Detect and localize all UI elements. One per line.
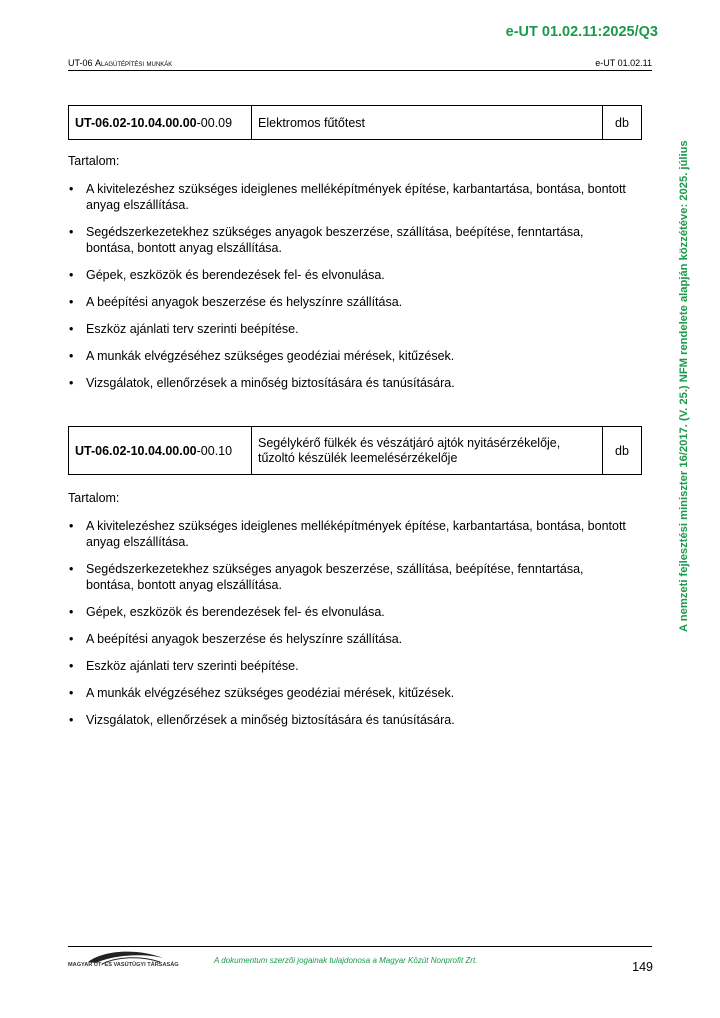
company-logo-icon: [68, 948, 178, 974]
running-header-code: e-UT 01.02.11: [595, 58, 652, 68]
item-table-0009: [68, 105, 642, 140]
list-item: • A beépítési anyagok beszerzése és helyszínre szállítása.: [68, 294, 628, 310]
item-unit: db: [603, 427, 642, 475]
list-item: • A munkák elvégzéséhez szükséges geodéziai mérések, kitűzések.: [68, 348, 628, 364]
list-item: • A kivitelezéshez szükséges ideiglenes melléképítmények építése, karbantartása, bontása, bontott anyag elszállítása.: [68, 518, 628, 550]
list-item: • A kivitelezéshez szükséges ideiglenes melléképítmények építése, karbantartása, bontása, bontott anyag elszállítása.: [68, 181, 628, 213]
list-item: • Gépek, eszközök és berendezések fel- és elvonulása.: [68, 604, 628, 620]
content-list: [68, 518, 628, 739]
item-code: [69, 427, 252, 475]
list-item: • A beépítési anyagok beszerzése és helyszínre szállítása.: [68, 631, 628, 647]
item-code-main: UT-06.02-10.04.00.00: [75, 115, 197, 130]
item-table-0010: [68, 426, 642, 475]
content-label: Tartalom:: [68, 491, 120, 505]
item-code-main: UT-06.02-10.04.00.00: [75, 443, 197, 458]
content-list: [68, 181, 628, 402]
item-code: [69, 106, 252, 140]
footer-divider: [68, 946, 652, 947]
publication-side-note: A nemzeti fejlesztési miniszter 16/2017. (V. 25.) NFM rendelete alapján közzétéve: 2025. július: [678, 140, 690, 632]
item-title-line: Segélykérő fülkék és vészátjáró ajtók nyitásérzékelője,: [258, 435, 561, 450]
running-header-prefix: UT-06: [68, 58, 96, 68]
page-number: 149: [632, 960, 653, 974]
content-label: Tartalom:: [68, 154, 120, 168]
running-header-title: [68, 58, 172, 68]
list-item: • Gépek, eszközök és berendezések fel- és elvonulása.: [68, 267, 628, 283]
document-code: e-UT 01.02.11:2025/Q3: [505, 24, 658, 40]
list-item: • Segédszerkezetekhez szükséges anyagok beszerzése, szállítása, beépítése, fenntartása, bontása, bontott anyag elszállítása.: [68, 561, 628, 593]
running-header-chapter: Alagútépítési munkák: [95, 58, 173, 68]
item-code-suffix: -00.10: [196, 443, 233, 458]
logo-text: MAGYAR ÚT- ÉS VASÚTÜGYI TÁRSASÁG: [68, 962, 179, 968]
item-title: Elektromos fűtőtest: [252, 106, 603, 140]
item-title: [252, 427, 603, 475]
item-title-line: tűzoltó készülék leemelésérzékelője: [258, 450, 458, 465]
list-item: • Vizsgálatok, ellenőrzések a minőség biztosítására és tanúsítására.: [68, 375, 628, 391]
list-item: • Vizsgálatok, ellenőrzések a minőség biztosítására és tanúsítására.: [68, 712, 628, 728]
running-header: [68, 58, 652, 71]
list-item: • Eszköz ajánlati terv szerinti beépítése.: [68, 321, 628, 337]
list-item: • A munkák elvégzéséhez szükséges geodéziai mérések, kitűzések.: [68, 685, 628, 701]
list-item: • Eszköz ajánlati terv szerinti beépítése.: [68, 658, 628, 674]
list-item: • Segédszerkezetekhez szükséges anyagok beszerzése, szállítása, beépítése, fenntartása, bontása, bontott anyag elszállítása.: [68, 224, 628, 256]
copyright-notice: A dokumentum szerzői jogainak tulajdonosa a Magyar Közút Nonprofit Zrt.: [214, 956, 478, 965]
item-unit: db: [603, 106, 642, 140]
item-code-suffix: -00.09: [196, 115, 233, 130]
